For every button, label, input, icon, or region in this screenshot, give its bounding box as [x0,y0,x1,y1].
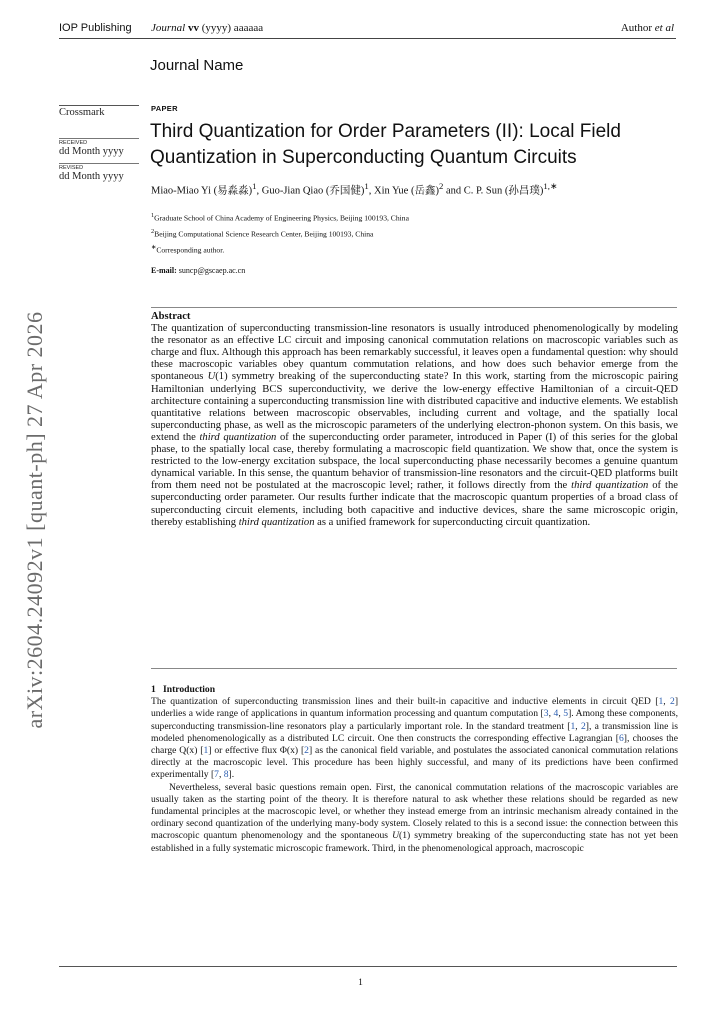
intro-text: ]. [228,769,235,781]
author-label: Author [620,22,652,34]
journal-ref-volume: vv [187,22,199,34]
page-number: 1 [358,978,363,988]
journal-name: Journal Name [150,57,244,74]
abstract-text: of the superconducting order parameter. Our results further indicate that the macroscopic quantum properties of a broad class of superconducting circuit elements, including both capacitive and inductive devices, share the same microscopic origin, thereby establishing [151,480,678,528]
running-header [59,22,676,39]
abstract-text: (1) symmetry breaking of the superconducting state? In this work, starting from the microscopic pairing Hamiltonian underlying BCS superconductivity, we derive the low-energy effective Hamiltonian of a circuit-QED architecture containing a superconducting transmission line with distributed capacitive and inductive elements. We establish quantitative relations between macroscopic observables, including current and voltage, and the spatially local superconducting phase, as well as the microscopic parameters of the underlying electron-phonon system. On this basis, we extend the [151,371,678,443]
arxiv-stamp [10,260,60,780]
abstract-text: The quantization of superconducting transmission-line resonators is usually introduced phenomenologically by modeling the resonator as an effective LC circuit and imposing canonical commutation relations on macroscopic variables such as charge and flux. Although this approach has been remarkably successful, it leaves open a fundamental question: why should these macroscopic variables obey quantum commutation relations, and how does such behavior emerge from the spontaneous [151,323,678,383]
citation-link[interactable]: 8 [223,769,229,781]
affiliation-line [151,241,691,257]
abstract-top-rule [151,307,677,308]
received-date: dd Month yyyy [59,146,124,157]
citation-link[interactable]: 6 [618,732,624,744]
email-address[interactable]: suncp@gscaep.ac.cn [178,266,246,275]
abstract-emphasis: third quantization [571,480,649,492]
paper-type-tag: PAPER [151,104,178,113]
section-number: 1 [151,684,156,695]
intro-paragraph-1 [151,696,678,781]
left-metadata-column [59,105,139,182]
citation-link[interactable]: 4 [553,708,559,720]
email-label: E-mail: [151,266,177,275]
author-affil-sup: 1,∗ [543,181,558,191]
citation-link[interactable]: 2 [580,720,586,732]
arxiv-stamp-text: arXiv:2604.24092v1 [quant-ph] 27 Apr 2026 [22,311,47,729]
citation-link[interactable]: 5 [563,708,569,720]
affiliation-text: Corresponding author. [156,245,225,255]
citation-link[interactable]: 1 [203,745,209,757]
citation-link[interactable]: 1 [658,696,664,708]
intro-text: Nevertheless, several basic questions remain open. First, the canonical commutation relations of the macroscopic variables are usually taken as the starting point of the theory. It is therefore natural to ask whether these relations should be regarded as new fundamental principles at the macroscopic level, or whether they instead emerge from an intrinsic mechanism already contained in the ordinary second quantization of the underlying many-body system. Closely related to this is a second issue: the connection between this macroscopic quantum phenomenology and the spontaneous [151,781,678,842]
author-suffix: et al [654,22,674,34]
author-name: Xin Yue (岳鑫) [374,185,439,197]
publisher-name: IOP Publishing [59,22,132,34]
journal-ref-prefix: Journal [151,22,186,34]
revised-date: dd Month yyyy [59,171,124,182]
running-author [621,22,674,34]
intro-text: ] underlies a wide range of applications in quantum information processing and quantum computation [ [151,696,679,720]
author-name: Miao-Miao Yi (易淼淼) [151,185,253,197]
citation-link[interactable]: 2 [670,696,675,708]
email-line [151,266,245,275]
intro-text: , [575,720,581,732]
affiliation-line [151,225,691,241]
affiliation-line [151,209,691,225]
citation-link[interactable]: 7 [214,769,219,781]
intro-text: (1) symmetry breaking of the superconducting state has not yet been established in a fully systematic microscopic framework. Third, in the phenomenological approach, macroscopic [151,830,679,854]
abstract-heading: Abstract [151,311,191,322]
citation-link[interactable]: 1 [570,720,576,732]
section-title: Introduction [163,684,216,695]
journal-ref-rest: (yyyy) aaaaaa [201,22,264,34]
intro-text: ] as the canonical field variable, and postulates the associated canonical commutation relations directly at the macroscopic level. This procedure has been highly successful, and many of its predictions have been confirmed experimentally [ [151,745,678,781]
author-affil-sup: 2 [438,181,444,191]
abstract-text: as a unified framework for superconducting circuit quantization. [314,516,591,528]
affiliation-sup: 2 [151,228,155,236]
paper-title: Third Quantization for Order Parameters (II): Local Field Quantization in Superconducting Quantum Circuits [150,121,621,168]
journal-reference [151,22,263,34]
intro-text: ], chooses the charge Q(x) [ [151,732,678,757]
intro-text: The quantization of superconducting transmission lines and their built-in capacitive and inductive elements in circuit QED [ [151,696,659,708]
abstract-emphasis: third quantization [199,431,277,443]
intro-paragraph-2 [151,782,678,855]
intro-text: , [218,769,224,781]
abstract [151,311,678,529]
abstract-text: of the superconducting order parameter, introduced in Paper (I) of this series for the global phase, to the spatially local case, thereby formulating a macroscopic field quantization. We show that, once the system is restricted to the low-energy excitation subspace, the local superconducting phase necessarily becomes a genuine quantum dynamical variable. In this sense, the quantum behavior of transmission-line resonators and the circuit-QED platforms built from them need not be postulated at the macroscopic level; rather, it follows directly from the [151,431,679,492]
affiliation-text: Graduate School of China Academy of Engineering Physics, Beijing 100193, China [154,213,409,223]
citation-link[interactable]: 3 [543,708,549,720]
intro-text: , [663,696,671,708]
affiliation-sup: ∗ [151,244,157,252]
author-list: Miao-Miao Yi (易淼淼)$^1$, Guo-Jian Qiao (乔国健)$^1$, Xin Yue (岳鑫)$^2$ and C. P. Sun (孙昌璞)$^{1,∗}$ [151,181,558,197]
author-affil-sup: 1 [252,181,257,191]
author-name: Guo-Jian Qiao (乔国健) [261,185,365,197]
affiliation-text: Beijing Computational Science Research Center, Beijing 100193, China [154,229,374,239]
intro-text: ]. Among these components, superconducting transmission-line resonators play a particularly important role. In the standard treatment [ [151,708,679,732]
intro-text: , [548,708,554,720]
intro-text: ] or effective flux Φ(x) [ [208,745,305,757]
affiliation-sup: 1 [151,212,155,219]
intro-text: ], a transmission line is modeled phenomenologically as a distributed LC circuit. One then constructs the corresponding effective Lagrangian [ [151,720,679,744]
intro-text: , [558,708,564,720]
author-affil-sup: 1 [364,181,369,191]
revised-label: REVISED [59,163,139,171]
received-label: RECEIVED [59,138,139,146]
abstract-emphasis: third quantization [238,516,315,528]
introduction-section [151,684,678,855]
affiliations [151,209,691,257]
section-heading [151,684,678,696]
author-name: C. P. Sun (孙昌璞) [463,185,544,197]
abstract-bottom-rule [151,668,677,669]
crossmark-label[interactable]: Crossmark [59,105,139,118]
citation-link[interactable]: 2 [304,745,309,757]
math-u: U [392,830,399,842]
math-u: U [207,371,216,383]
footer-rule [59,966,677,967]
